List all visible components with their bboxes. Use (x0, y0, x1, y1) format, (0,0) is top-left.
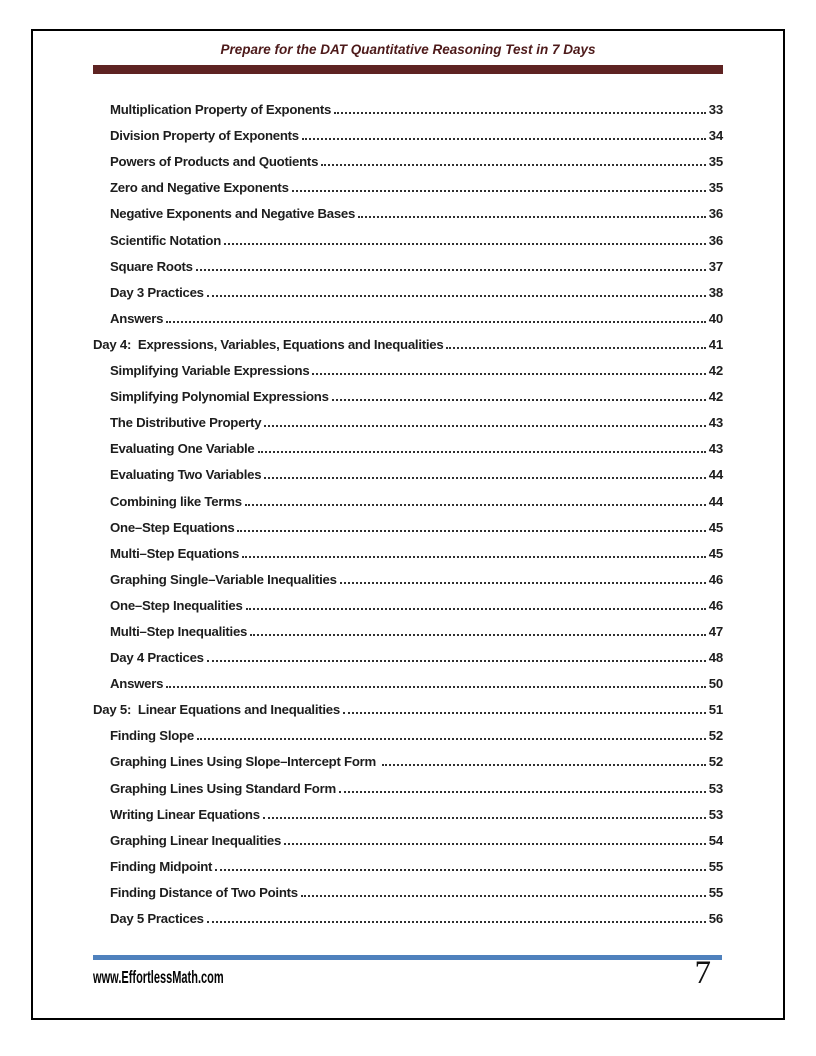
dot-leader (207, 660, 706, 662)
toc-entry (93, 303, 723, 329)
dot-leader (263, 817, 706, 819)
toc-entry (93, 251, 723, 277)
toc-entry-label: Answers (110, 310, 164, 326)
running-header-title: Prepare for the DAT Quantitative Reasoning Test in 7 Days (220, 42, 596, 57)
toc-entry (93, 198, 723, 224)
toc-entry-label: Combining like Terms (110, 493, 242, 509)
dot-leader (207, 921, 706, 923)
dot-leader (334, 112, 706, 114)
toc-entry-label: Powers of Products and Quotients (110, 154, 319, 170)
toc-entry-page: 52 (708, 754, 723, 770)
toc-entry (93, 355, 723, 381)
toc-entry-label: Scientific Notation (110, 232, 222, 248)
toc-entry-page: 47 (708, 623, 723, 639)
page-border (31, 29, 785, 1020)
toc-entry (93, 407, 723, 433)
header-rule (93, 65, 723, 74)
toc-entry-page: 45 (708, 545, 723, 561)
dot-leader (343, 712, 706, 714)
dot-leader (166, 686, 705, 688)
footer-rule (93, 955, 722, 960)
toc-entry-label: Graphing Linear Inequalities (110, 832, 282, 848)
dot-leader (292, 190, 706, 192)
toc-entry (93, 120, 723, 146)
dot-leader (207, 295, 706, 297)
dot-leader (264, 477, 705, 479)
toc-entry-label: Day 5 Practices (110, 911, 204, 926)
toc-entry (93, 825, 723, 851)
dot-leader (264, 425, 705, 427)
toc-entry-page: 42 (708, 389, 723, 405)
dot-leader (224, 243, 706, 245)
toc-entry-page: 33 (708, 102, 723, 118)
toc-entry (93, 433, 723, 459)
toc-entry-label: Evaluating Two Variables (110, 467, 262, 483)
toc-entry-page: 52 (708, 728, 723, 744)
toc-entry-page: 56 (708, 911, 723, 926)
toc-entry-page: 36 (708, 206, 723, 222)
toc-entry-label: Day 5: Linear Equations and Inequalities (93, 702, 340, 718)
website-text: www.EffortlessMath.com (93, 967, 224, 987)
toc-entry (93, 720, 723, 746)
toc-entry (93, 642, 723, 668)
toc-entry-label: Multiplication Property of Exponents (110, 102, 332, 118)
toc-entry-label: Day 4 Practices (110, 650, 204, 666)
toc-entry (93, 512, 723, 538)
toc-entry (93, 564, 723, 590)
toc-entry (93, 746, 723, 772)
toc-entry-page: 44 (708, 467, 723, 483)
toc-entry-page: 38 (708, 284, 723, 300)
toc-entry-page: 53 (708, 780, 723, 796)
toc-entry-label: Zero and Negative Exponents (110, 180, 289, 196)
toc-entry-page: 50 (708, 676, 723, 692)
dot-leader (242, 556, 706, 558)
dot-leader (284, 843, 706, 845)
dot-leader (197, 738, 706, 740)
toc-entry (93, 94, 723, 120)
toc-entry (93, 459, 723, 485)
toc-entry-page: 53 (708, 806, 723, 822)
toc-entry-page: 48 (708, 650, 723, 666)
toc-entry-page: 43 (708, 441, 723, 457)
dot-leader (302, 138, 706, 140)
toc-entry (93, 694, 723, 720)
toc-entry (93, 590, 723, 616)
toc-entry-label: Multi–Step Inequalities (110, 623, 248, 639)
toc-entry (93, 877, 723, 903)
toc-entry-page: 54 (708, 832, 723, 848)
toc-entry-page: 36 (708, 232, 723, 248)
dot-leader (301, 895, 706, 897)
dot-leader (446, 347, 705, 349)
toc-entry-label: Simplifying Variable Expressions (110, 363, 310, 379)
toc-entry-page: 55 (708, 858, 723, 874)
toc-entry-label: Finding Midpoint (110, 858, 213, 874)
dot-leader (340, 582, 706, 584)
dot-leader (339, 791, 706, 793)
toc-entry (93, 538, 723, 564)
toc-entry-page: 46 (708, 597, 723, 613)
dot-leader (332, 399, 706, 401)
toc-entry (93, 668, 723, 694)
dot-leader (321, 164, 706, 166)
dot-leader (258, 451, 706, 453)
toc-entry-label: Day 3 Practices (110, 284, 204, 300)
toc-entry (93, 851, 723, 877)
toc-entry (93, 277, 723, 303)
toc-entry-page: 41 (708, 336, 723, 352)
toc-entry-page: 44 (708, 493, 723, 509)
toc-entry-label: Finding Distance of Two Points (110, 884, 298, 900)
toc-entry-label: Simplifying Polynomial Expressions (110, 389, 329, 405)
toc-entry (93, 616, 723, 642)
page-number: 7 (694, 955, 711, 991)
dot-leader (382, 764, 705, 766)
dot-leader (246, 608, 706, 610)
toc-entry-page: 34 (708, 128, 723, 144)
dot-leader (196, 269, 706, 271)
dot-leader (250, 634, 706, 636)
toc-entry-label: Writing Linear Equations (110, 806, 260, 822)
toc-entry-label: The Distributive Property (110, 415, 262, 431)
toc-entry-page: 35 (708, 154, 723, 170)
toc-entry (93, 903, 723, 929)
toc-entry-page: 40 (708, 310, 723, 326)
toc-entry (93, 224, 723, 250)
toc-entry (93, 172, 723, 198)
toc-entry-page: 45 (708, 519, 723, 535)
toc-entry-label: Graphing Single–Variable Inequalities (110, 571, 337, 587)
dot-leader (245, 504, 706, 506)
toc-entry-label: One–Step Equations (110, 519, 235, 535)
dot-leader (166, 321, 705, 323)
toc-entry-label: Division Property of Exponents (110, 128, 299, 144)
toc-entry-page: 42 (708, 363, 723, 379)
dot-leader (312, 373, 705, 375)
toc-entry-page: 37 (708, 258, 723, 274)
dot-leader (215, 869, 706, 871)
toc-entry-label: One–Step Inequalities (110, 597, 243, 613)
toc-entry-label: Evaluating One Variable (110, 441, 255, 457)
toc-entry-label: Square Roots (110, 258, 193, 274)
toc-entry-page: 46 (708, 571, 723, 587)
toc-entry (93, 146, 723, 172)
toc-entry-label: Graphing Lines Using Standard Form (110, 780, 336, 796)
toc-entry (93, 772, 723, 798)
toc-entry-page: 43 (708, 415, 723, 431)
toc-entry (93, 381, 723, 407)
toc-entry-page: 55 (708, 884, 723, 900)
dot-leader (358, 216, 706, 218)
toc-entry-label: Negative Exponents and Negative Bases (110, 206, 356, 222)
toc-entry-label: Answers (110, 676, 164, 692)
toc-entry-label: Day 4: Expressions, Variables, Equations and Inequalities (93, 336, 444, 352)
toc-entry (93, 329, 723, 355)
toc-entry-page: 35 (708, 180, 723, 196)
toc-entry-label: Multi–Step Equations (110, 545, 240, 561)
toc-entry-page: 51 (708, 702, 723, 718)
toc-entry (93, 799, 723, 825)
toc-entry-label: Graphing Lines Using Slope–Intercept Form (110, 754, 380, 770)
table-of-contents (93, 94, 723, 929)
toc-entry-label: Finding Slope (110, 728, 194, 744)
dot-leader (237, 530, 705, 532)
toc-entry (93, 485, 723, 511)
